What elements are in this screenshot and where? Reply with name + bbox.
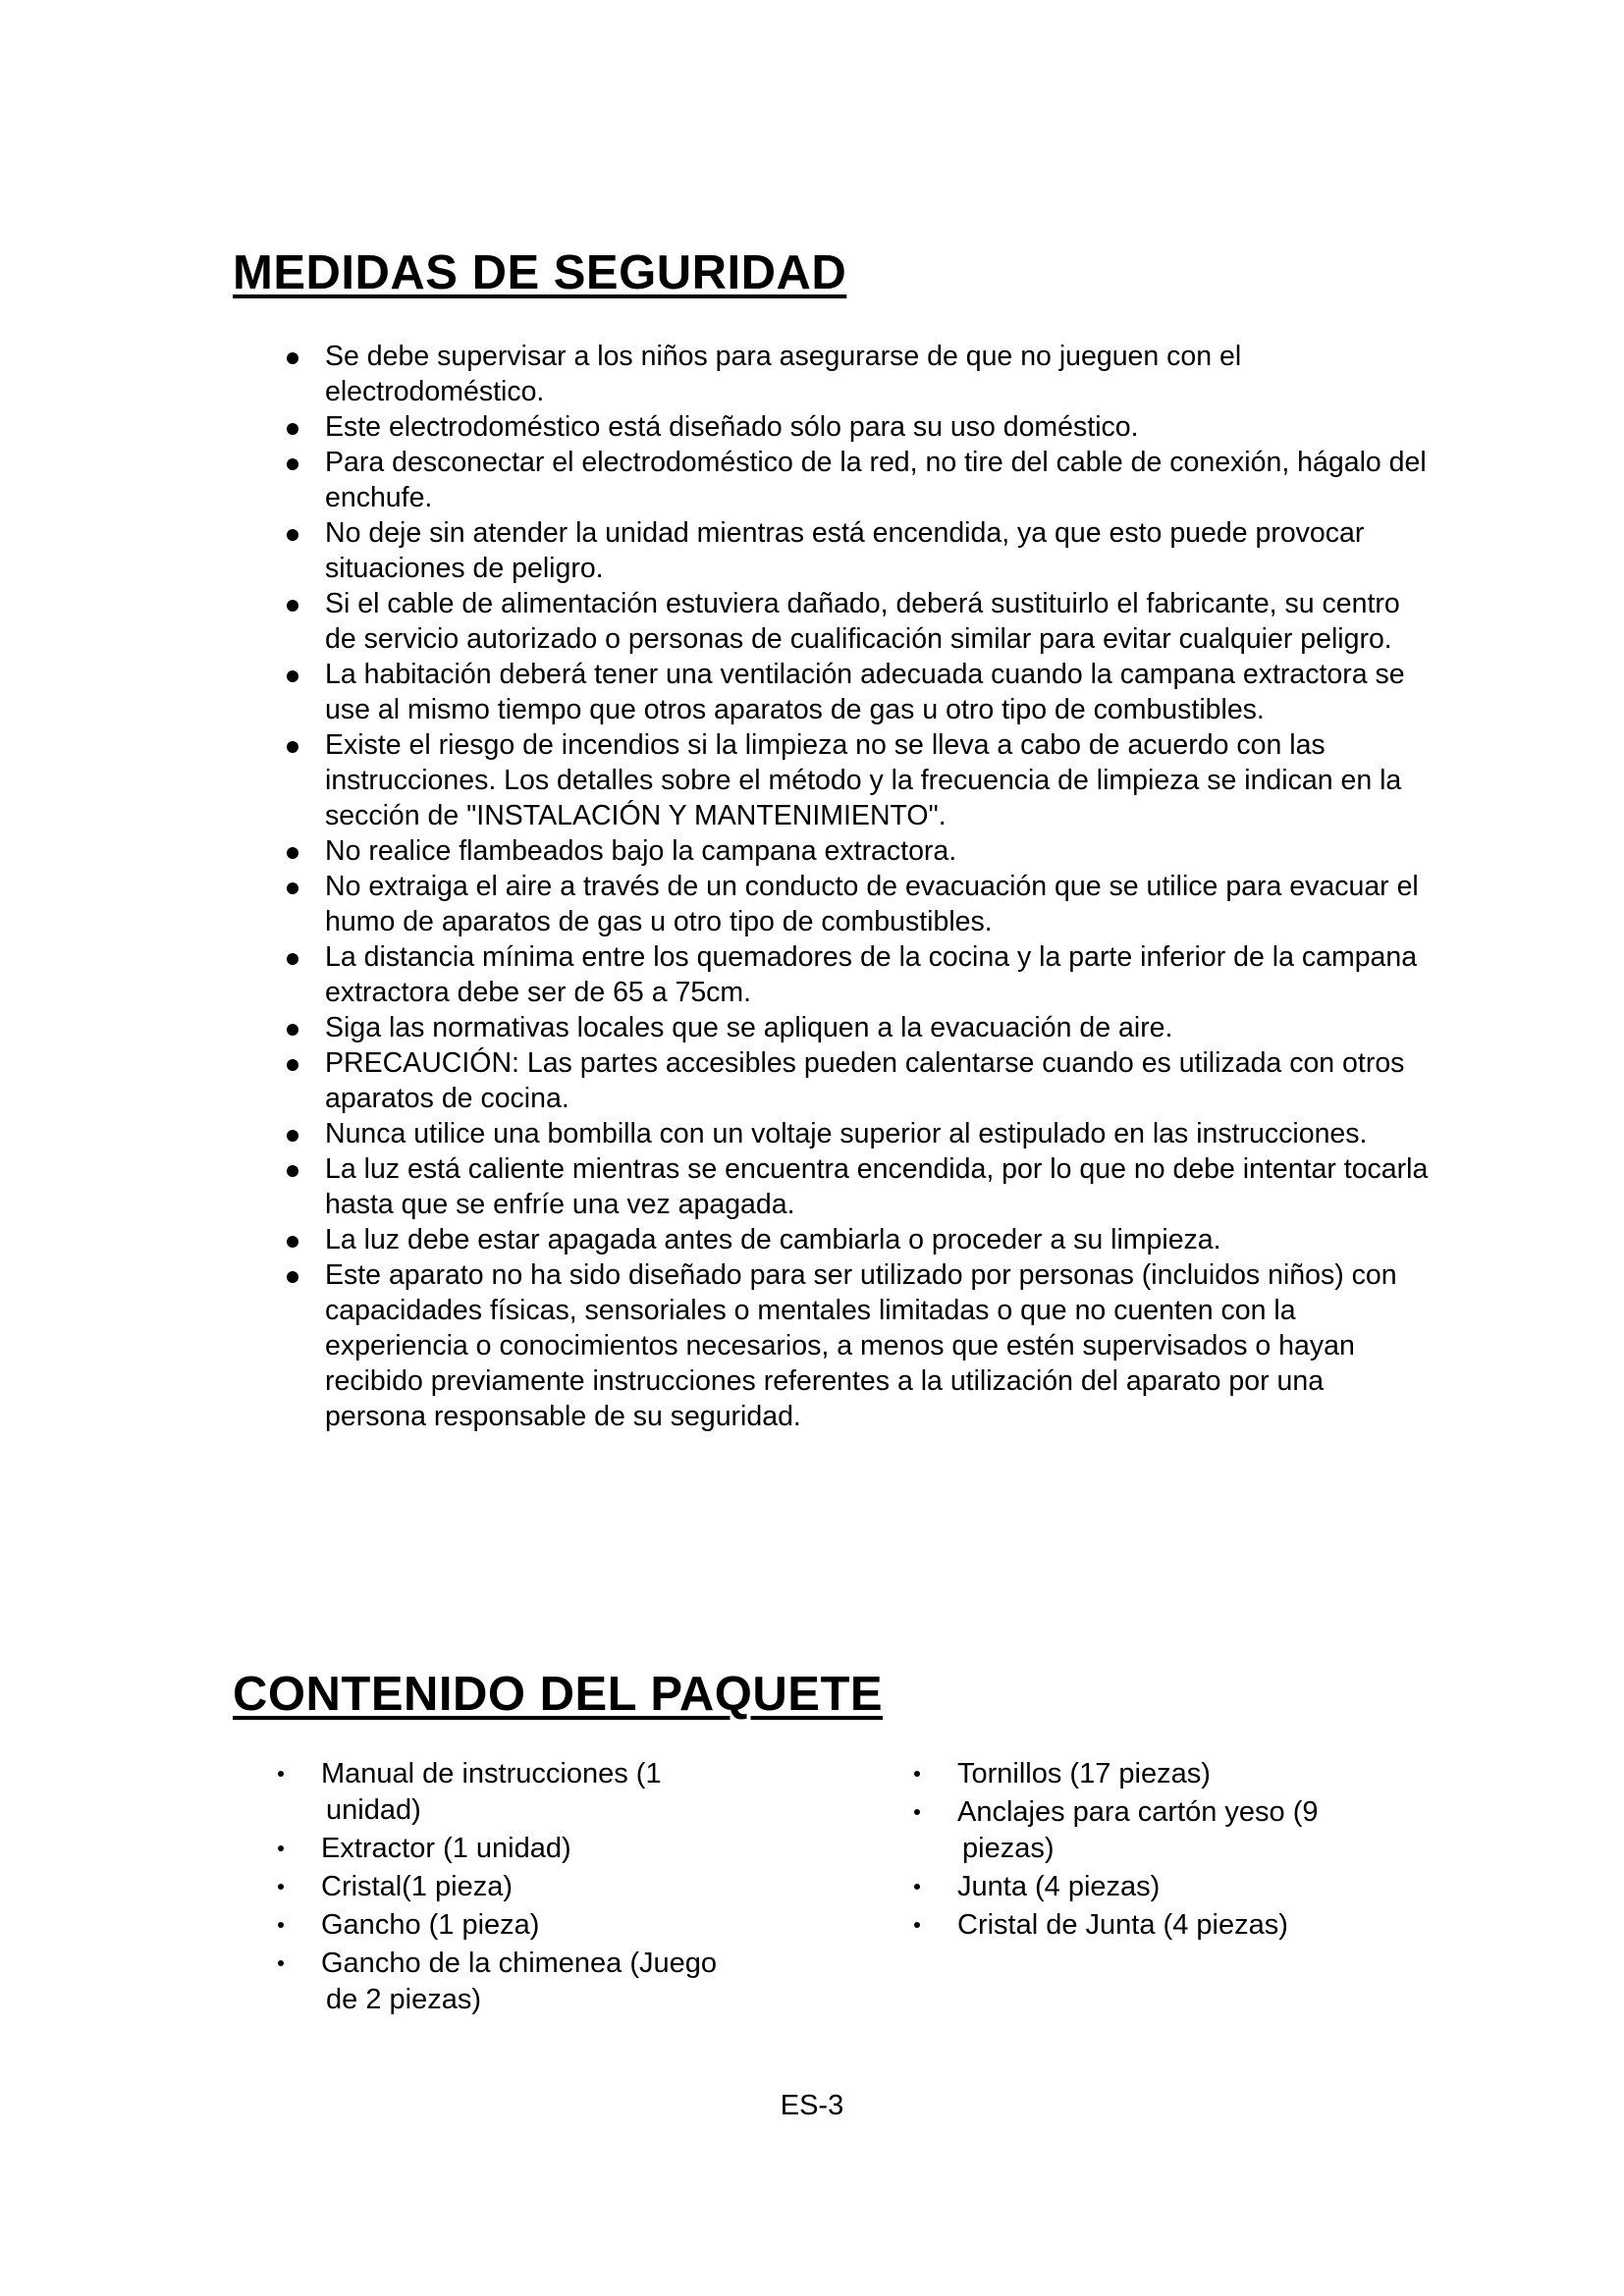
package-item bbox=[267, 1869, 817, 1905]
package-item bbox=[903, 1869, 1414, 1905]
list-item: No deje sin atender la unidad mientras está encendida, ya que esto puede provocar situaciones de peligro. bbox=[273, 515, 1432, 586]
package-item-line: Gancho (1 pieza) bbox=[321, 1909, 540, 1941]
list-item: Se debe supervisar a los niños para asegurarse de que no jueguen con el electrodoméstico. bbox=[273, 339, 1432, 409]
list-item: Para desconectar el electrodoméstico de la red, no tire del cable de conexión, hágalo del enchufe. bbox=[273, 445, 1432, 515]
package-item bbox=[267, 1907, 817, 1944]
package-item-line: Gancho de la chimenea (Juego bbox=[321, 1948, 718, 1979]
safety-list bbox=[273, 339, 1432, 1434]
package-item bbox=[903, 1756, 1414, 1792]
package-item-continuation: de 2 piezas) bbox=[326, 1984, 481, 2015]
package-item-line: Tornillos (17 piezas) bbox=[957, 1758, 1211, 1789]
package-item-line: Junta (4 piezas) bbox=[957, 1871, 1161, 1902]
list-item: La distancia mínima entre los quemadores de la cocina y la parte inferior de la campana extractora debe ser de 65 a 75cm. bbox=[273, 939, 1432, 1010]
list-item: Existe el riesgo de incendios si la limpieza no se lleva a cabo de acuerdo con las instrucciones. Los detalles sobre el método y la frecuencia de limpieza se indican en la sección de "INSTALACIÓN Y MANTENIMIENTO". bbox=[273, 727, 1432, 833]
section-title-package: CONTENIDO DEL PAQUETE bbox=[233, 1668, 884, 1721]
package-item bbox=[903, 1907, 1414, 1944]
package-item bbox=[267, 1756, 817, 1829]
package-item bbox=[903, 1794, 1414, 1867]
package-item-continuation: piezas) bbox=[962, 1833, 1055, 1864]
list-item: Nunca utilice una bombilla con un voltaje superior al estipulado en las instrucciones. bbox=[273, 1116, 1432, 1151]
list-item: La luz está caliente mientras se encuentra encendida, por lo que no debe intentar tocarla hasta que se enfríe una vez apagada. bbox=[273, 1151, 1432, 1222]
list-item: PRECAUCIÓN: Las partes accesibles pueden calentarse cuando es utilizada con otros aparatos de cocina. bbox=[273, 1045, 1432, 1116]
list-item: No realice flambeados bajo la campana extractora. bbox=[273, 833, 1432, 869]
package-item-line: Extractor (1 unidad) bbox=[321, 1833, 571, 1864]
list-item: Siga las normativas locales que se apliquen a la evacuación de aire. bbox=[273, 1010, 1432, 1045]
list-item: No extraiga el aire a través de un conducto de evacuación que se utilice para evacuar el humo de aparatos de gas u otro tipo de combustibles. bbox=[273, 869, 1432, 939]
package-list-right bbox=[903, 1756, 1414, 1946]
package-item-continuation: unidad) bbox=[326, 1794, 421, 1826]
package-list-left bbox=[267, 1756, 817, 2020]
package-item-line: Cristal(1 pieza) bbox=[321, 1871, 513, 1902]
list-item: Este aparato no ha sido diseñado para ser utilizado por personas (incluidos niños) con capacidades físicas, sensoriales o mentales limitadas o que no cuenten con la experiencia o conocimientos necesarios, a menos que estén supervisados o hayan recibido previamente instrucciones referentes a la utilización del aparato por una persona responsable de su seguridad. bbox=[273, 1257, 1432, 1434]
package-item bbox=[267, 1831, 817, 1867]
package-item-line: Anclajes para cartón yeso (9 bbox=[957, 1796, 1319, 1828]
package-item-line: Cristal de Junta (4 piezas) bbox=[957, 1909, 1288, 1941]
section-title-safety: MEDIDAS DE SEGURIDAD bbox=[233, 246, 847, 299]
list-item: La habitación deberá tener una ventilación adecuada cuando la campana extractora se use al mismo tiempo que otros aparatos de gas u otro tipo de combustibles. bbox=[273, 657, 1432, 727]
package-item-line: Manual de instrucciones (1 bbox=[321, 1758, 662, 1789]
list-item: Este electrodoméstico está diseñado sólo para su uso doméstico. bbox=[273, 409, 1432, 445]
list-item: La luz debe estar apagada antes de cambiarla o proceder a su limpieza. bbox=[273, 1222, 1432, 1257]
list-item: Si el cable de alimentación estuviera dañado, deberá sustituirlo el fabricante, su centro de servicio autorizado o personas de cualificación similar para evitar cualquier peligro. bbox=[273, 586, 1432, 657]
page-number: ES-3 bbox=[780, 2090, 844, 2121]
package-item bbox=[267, 1946, 817, 2018]
